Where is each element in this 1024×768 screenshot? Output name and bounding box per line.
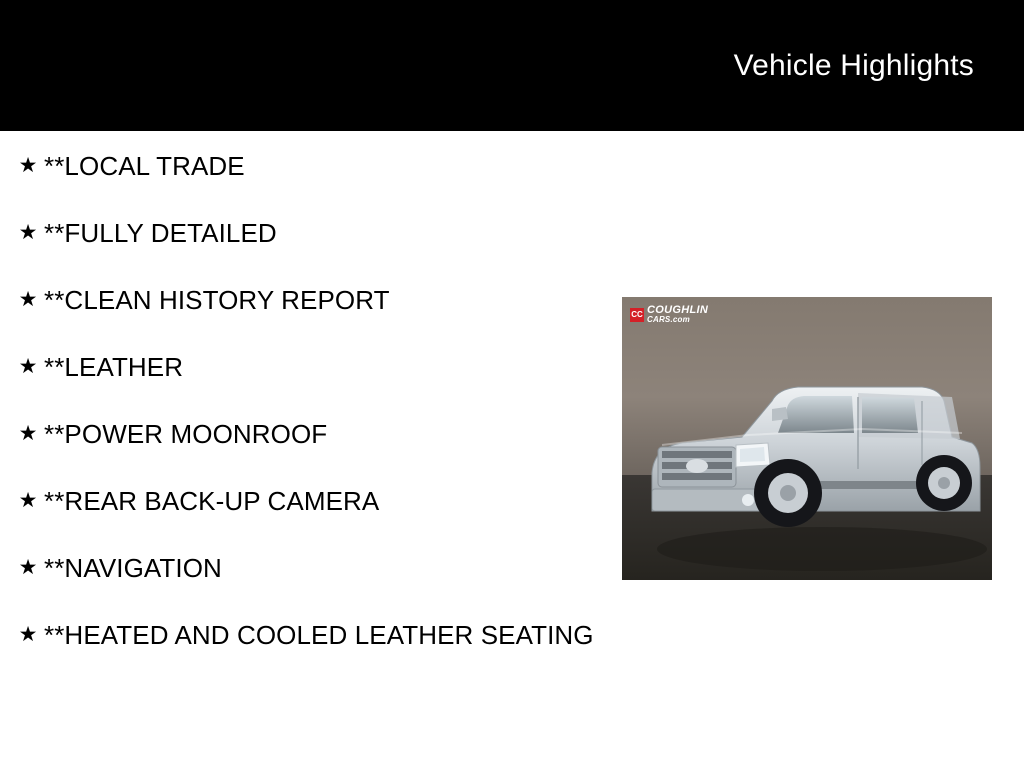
highlight-text: **NAVIGATION: [44, 553, 222, 583]
dealer-watermark: [630, 305, 708, 324]
highlight-text: **LOCAL TRADE: [44, 151, 245, 181]
star-icon: ★: [18, 623, 38, 646]
list-item: [12, 483, 612, 521]
highlight-text: **CLEAN HISTORY REPORT: [44, 285, 390, 315]
highlight-text: **LEATHER: [44, 352, 184, 382]
list-item: [12, 617, 612, 655]
star-icon: ★: [18, 154, 38, 177]
star-icon: ★: [18, 288, 38, 311]
star-icon: ★: [18, 422, 38, 445]
list-item: [12, 416, 612, 454]
highlight-text: **HEATED AND COOLED LEATHER SEATING: [44, 620, 594, 650]
list-item: [12, 550, 612, 588]
dealer-name: COUGHLIN: [647, 304, 709, 316]
dealer-wordmark: [647, 305, 708, 324]
vehicle-highlights-list: [12, 148, 612, 684]
list-item: [12, 282, 612, 320]
highlight-text: **REAR BACK-UP CAMERA: [44, 486, 380, 516]
list-item: [12, 148, 612, 186]
dealer-site: CARS.com: [647, 315, 690, 324]
list-item: [12, 349, 612, 387]
dealer-logo-mark: CC: [630, 308, 644, 322]
star-icon: ★: [18, 221, 38, 244]
star-icon: ★: [18, 489, 38, 512]
highlight-text: **FULLY DETAILED: [44, 218, 277, 248]
page-header: [0, 0, 1024, 131]
star-icon: ★: [18, 556, 38, 579]
page-title: Vehicle Highlights: [733, 49, 974, 82]
list-item: [12, 215, 612, 253]
vehicle-photo: [622, 297, 992, 580]
star-icon: ★: [18, 355, 38, 378]
vehicle-photo-illustration: [622, 297, 992, 580]
highlight-text: **POWER MOONROOF: [44, 419, 328, 449]
